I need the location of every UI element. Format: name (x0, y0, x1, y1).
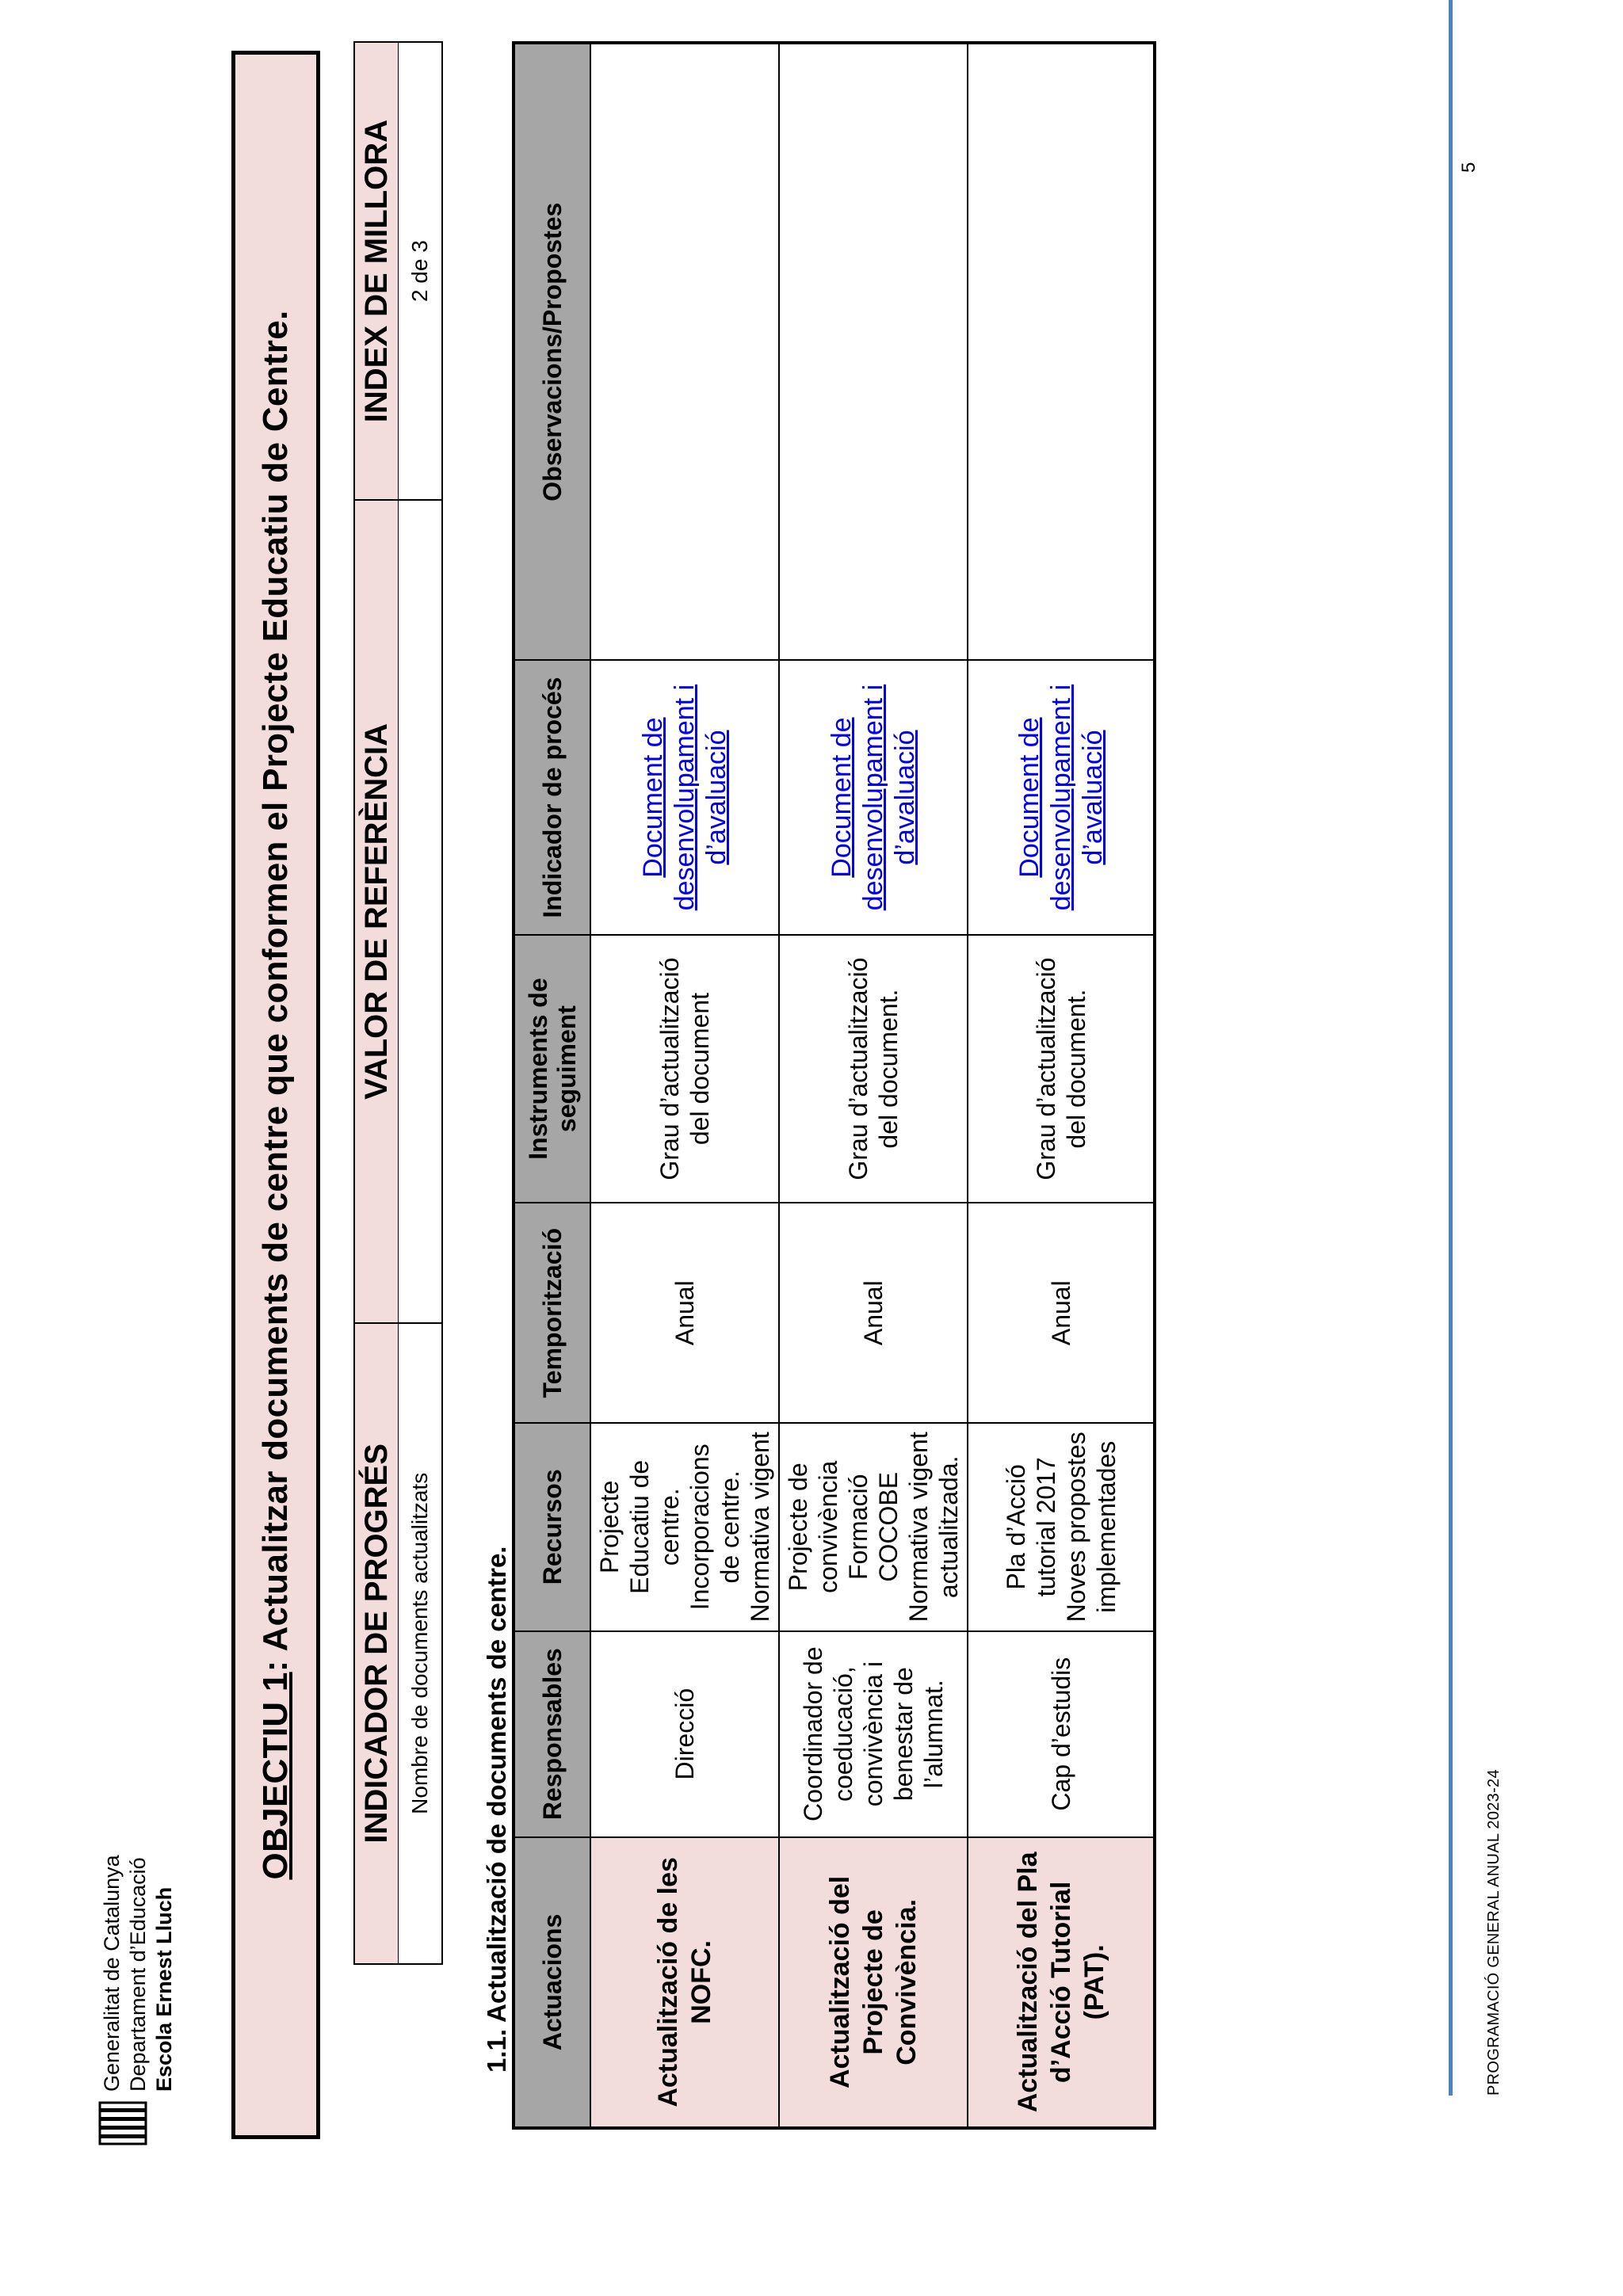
row-responsables: Direcció (590, 1631, 779, 1837)
indicador-link[interactable]: Document de desenvolupament i d’avaluació (638, 684, 731, 911)
table-row (779, 43, 968, 2128)
indicator-header-progress: INDICADOR DE PROGRÉS (354, 1323, 399, 1964)
generalitat-logo-icon (97, 2082, 154, 2145)
indicator-value-reference (399, 500, 443, 1322)
indicador-link[interactable]: Document de desenvolupament i d’avaluació (1014, 684, 1108, 911)
row-observacions (779, 43, 968, 660)
row-recursos (590, 1423, 779, 1630)
indicador-link[interactable]: Document de desenvolupament i d’avaluació (827, 684, 920, 911)
row-actuacio: Actualització del Projecte de Convivència. (779, 1837, 968, 2128)
row-instruments: Grau d’actualització del document. (779, 935, 968, 1203)
row-responsables: Coordinador de coeducació, convivència i benestar de l’alumnat. (779, 1631, 968, 1837)
page-number: 5 (1458, 162, 1480, 173)
row-recursos (779, 1423, 968, 1630)
recurs-item: Projecte de convivència (784, 1460, 842, 1593)
table-row (968, 43, 1155, 2128)
objective-text: : Actualitzar documents de centre que conformen el Projecte Educatiu de Centre. (256, 310, 295, 1672)
row-actuacio: Actualització de les NOFC. (590, 1837, 779, 2128)
school-name: Escola Ernest Lluch (152, 1886, 176, 2092)
row-actuacio: Actualització del Pla d’Acció Tutorial (PAT). (968, 1837, 1155, 2128)
recurs-item: Pla d’Acció tutorial 2017 (1001, 1457, 1060, 1597)
col-header-responsables: Responsables (514, 1631, 590, 1837)
col-header-observacions: Observacions/Propostes (514, 43, 590, 660)
institution-header (99, 1855, 178, 2092)
objective-title (231, 51, 320, 2139)
col-header-temporitzacio: Temporització (514, 1203, 590, 1423)
table-row (590, 43, 779, 2128)
recurs-item: Formació COCOBE (844, 1471, 903, 1582)
recurs-item: Noves propostes implementades (1061, 1432, 1121, 1623)
row-observacions (590, 43, 779, 660)
row-instruments: Grau d’actualització del document. (968, 935, 1155, 1203)
row-recursos (968, 1423, 1155, 1630)
indicator-header-reference: VALOR DE REFERÈNCIA (354, 500, 399, 1322)
recurs-item: Normativa vigent (746, 1432, 774, 1623)
institution-line-2: Departament d’Educació (126, 1857, 150, 2092)
row-indicador (590, 660, 779, 934)
actions-table (512, 41, 1156, 2130)
section-title: 1.1. Actualització de documents de centre. (482, 1546, 511, 2073)
institution-line-1: Generalitat de Catalunya (100, 1855, 124, 2092)
recurs-item: Projecte Educatiu de centre. (595, 1459, 684, 1594)
row-responsables: Cap d’estudis (968, 1631, 1155, 1837)
indicator-header-improvement: INDEX DE MILLORA (354, 42, 399, 500)
recurs-item: Incorporacions de centre. (685, 1444, 744, 1611)
col-header-instruments: Instruments de seguiment (514, 935, 590, 1203)
footer-text: PROGRAMACIÓ GENERAL ANUAL 2023-24 (1485, 1769, 1503, 2096)
row-observacions (968, 43, 1155, 660)
row-indicador (968, 660, 1155, 934)
indicator-value-progress: Nombre de documents actualitzats (399, 1323, 443, 1964)
col-header-actuacions: Actuacions (514, 1837, 590, 2128)
row-instruments: Grau d’actualització del document (590, 935, 779, 1203)
col-header-indicador: Indicador de procés (514, 660, 590, 934)
indicator-table (353, 41, 443, 1965)
objective-prefix: OBJECTIU 1 (256, 1672, 295, 1880)
footer-divider (1449, 0, 1453, 2096)
row-indicador (779, 660, 968, 934)
row-temporitzacio: Anual (590, 1203, 779, 1423)
col-header-recursos: Recursos (514, 1423, 590, 1630)
recurs-item: Normativa vigent actualitzada. (904, 1432, 963, 1623)
indicator-value-improvement: 2 de 3 (399, 42, 443, 500)
row-temporitzacio: Anual (968, 1203, 1155, 1423)
row-temporitzacio: Anual (779, 1203, 968, 1423)
